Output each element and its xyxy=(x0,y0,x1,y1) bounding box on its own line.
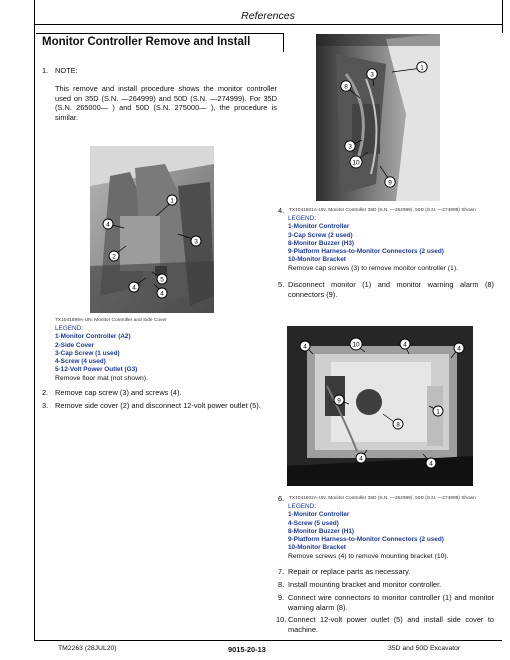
figure-1-callout-5 xyxy=(157,274,167,284)
figure-3-legend-item: 10-Monitor Bracket xyxy=(288,544,346,552)
figure-3-callout-9 xyxy=(334,395,344,405)
svg-text:1: 1 xyxy=(420,64,424,72)
step-10-number: 10. xyxy=(276,615,287,624)
figure-1-after-text: Remove floor mat (not shown). xyxy=(55,374,148,382)
figure-1-callout-4c xyxy=(157,288,167,298)
svg-text:1: 1 xyxy=(436,408,440,416)
svg-text:5: 5 xyxy=(160,276,164,284)
step-9-text: Connect wire connectors to monitor controller (1) and monitor warning alarm (8). xyxy=(288,593,494,612)
footer-right: 35D and 50D Excavator xyxy=(388,645,461,652)
svg-text:9: 9 xyxy=(388,179,392,187)
footer-rule xyxy=(34,640,502,641)
svg-text:3: 3 xyxy=(348,143,352,151)
step-10-text: Connect 12-volt power outlet (5) and install side cover to machine. xyxy=(288,615,494,634)
step-2-number: 2. xyxy=(42,388,49,397)
figure-2-legend-title: LEGEND: xyxy=(288,215,317,222)
figure-3-legend xyxy=(288,503,449,561)
figure-1-legend-item: 4-Screw (4 used) xyxy=(55,358,106,366)
step-4-number: 4. xyxy=(278,206,285,215)
svg-text:4: 4 xyxy=(132,284,136,292)
figure-3-legend-title: LEGEND: xyxy=(288,503,317,510)
figure-3-callout-4a xyxy=(300,341,310,351)
svg-text:9: 9 xyxy=(337,397,341,405)
figure-3-after-text: Remove screws (4) to remove mounting bracket (10). xyxy=(288,552,449,560)
svg-text:3: 3 xyxy=(194,238,198,246)
step-1-note: This remove and install procedure shows the monitor controller used on 35D (S.N. —264999) and 50D (S.N. —274999). For 35D (S.N. 265000— ) and 50D (S.N. 275000— ), the procedure is similar. xyxy=(55,84,277,122)
figure-3-callout-1 xyxy=(433,406,443,416)
figure-1-legend-item: 5-12-Volt Power Outlet (G3) xyxy=(55,366,138,374)
figure-3-callout-4e xyxy=(426,458,436,468)
figure-3-callout-10 xyxy=(350,338,362,350)
figure-2-after-text: Remove cap screws (3) to remove monitor controller (1). xyxy=(288,264,458,272)
figure-1-callout-2 xyxy=(109,251,119,261)
step-5-number: 5. xyxy=(278,280,285,289)
svg-text:4: 4 xyxy=(457,345,461,353)
svg-text:2: 2 xyxy=(112,253,116,261)
figure-1-callouts xyxy=(90,146,214,313)
figure-3-callout-4b xyxy=(400,339,410,349)
figure-1-callout-4b xyxy=(129,282,139,292)
figure-3-caption: TX1041602A-UN: Monitor Controller 35D (S.N. —264999), 50D (S.N. —274999) Shown xyxy=(289,496,476,501)
figure-2-legend-item: 10-Monitor Bracket xyxy=(288,256,346,264)
figure-1-callout-4a xyxy=(103,219,113,229)
section-title: Monitor Controller Remove and Install xyxy=(42,36,251,48)
figure-1-caption: TX1041599A-UN: Monitor Controller and Side Cover xyxy=(55,318,167,323)
svg-text:4: 4 xyxy=(403,341,407,349)
figure-1-legend-item: 1-Monitor Controller (A2) xyxy=(55,333,131,341)
step-3-number: 3. xyxy=(42,401,49,410)
step-1-number: 1. xyxy=(42,66,49,75)
page-border-left xyxy=(34,0,35,640)
figure-2-callout-3b xyxy=(345,141,355,151)
figure-2-legend-item: 8-Monitor Buzzer (H3) xyxy=(288,239,355,247)
figure-2-callout-8 xyxy=(341,81,351,91)
svg-text:4: 4 xyxy=(303,343,307,351)
svg-text:4: 4 xyxy=(429,460,433,468)
figure-2-legend-item: 9-Platform Harness-to-Monitor Connectors (2 used) xyxy=(288,248,444,256)
figure-2-legend-item: 1-Monitor Controller xyxy=(288,223,350,231)
figure-3-legend-item: 4-Screw (5 used) xyxy=(288,519,339,527)
figure-2-callouts xyxy=(316,34,440,201)
svg-text:10: 10 xyxy=(352,159,360,167)
step-6-number: 6. xyxy=(278,494,285,503)
figure-2-legend-item: 3-Cap Screw (2 used) xyxy=(288,231,353,239)
figure-3-legend-item: 1-Monitor Controller xyxy=(288,511,350,519)
footer-page-number: 9015-20-13 xyxy=(228,645,266,654)
step-1-label: NOTE: xyxy=(55,66,78,75)
figure-1-callout-1 xyxy=(167,195,177,205)
figure-3-callouts xyxy=(287,326,473,486)
figure-2-callout-9 xyxy=(385,177,395,187)
running-header: References xyxy=(241,10,295,22)
figure-1-legend-item: 3-Cap Screw (1 used) xyxy=(55,349,120,357)
svg-text:4: 4 xyxy=(359,455,363,463)
figure-2-caption: TX1041601A-UN: Monitor Controller 35D (S.N. —264999), 50D (S.N. —274999) Shown xyxy=(289,208,476,213)
figure-2-callout-1 xyxy=(417,62,427,72)
svg-text:8: 8 xyxy=(344,83,348,91)
figure-2-callout-3a xyxy=(367,69,377,79)
figure-3-callout-8 xyxy=(393,419,403,429)
step-7-text: Repair or replace parts as necessary. xyxy=(288,567,411,576)
figure-3-callout-4d xyxy=(356,453,366,463)
figure-3-legend-item: 9-Platform Harness-to-Monitor Connectors (2 used) xyxy=(288,536,444,544)
figure-3-legend-item: 8-Monitor Buzzer (H1) xyxy=(288,527,355,535)
figure-1-legend-item: 2-Side Cover xyxy=(55,341,95,349)
step-9-number: 9. xyxy=(278,593,285,602)
svg-text:4: 4 xyxy=(106,221,110,229)
step-2-text: Remove cap screw (3) and screws (4). xyxy=(55,388,182,397)
step-8-number: 8. xyxy=(278,580,285,589)
figure-1-callout-3 xyxy=(191,236,201,246)
step-8-text: Install mounting bracket and monitor controller. xyxy=(288,580,442,589)
svg-text:8: 8 xyxy=(396,421,400,429)
svg-text:10: 10 xyxy=(352,341,360,349)
figure-2-callout-10 xyxy=(350,156,362,168)
svg-text:1: 1 xyxy=(170,197,174,205)
step-7-number: 7. xyxy=(278,567,285,576)
svg-text:3: 3 xyxy=(370,71,374,79)
figure-1-legend xyxy=(55,325,148,383)
svg-text:4: 4 xyxy=(160,290,164,298)
header-rule xyxy=(34,24,502,25)
figure-2-legend xyxy=(288,215,458,273)
step-3-text: Remove side cover (2) and disconnect 12-volt power outlet (5). xyxy=(55,401,261,410)
figure-1-legend-title: LEGEND: xyxy=(55,325,84,332)
step-5-text: Disconnect monitor (1) and monitor warning alarm (8) connectors (9). xyxy=(288,280,494,299)
figure-3-callout-4c xyxy=(454,343,464,353)
footer-left: TM2263 (28JUL20) xyxy=(58,645,117,652)
page-border-right xyxy=(502,0,503,33)
